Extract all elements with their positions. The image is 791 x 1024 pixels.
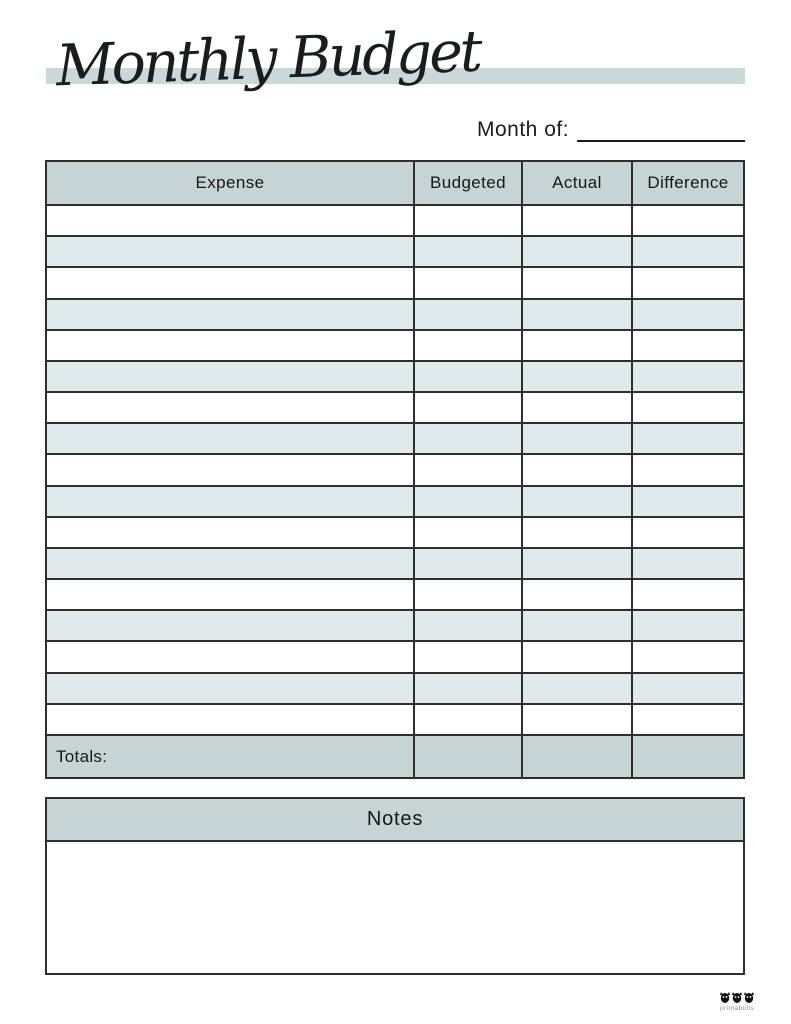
header-difference: Difference (647, 173, 729, 192)
empty-cell[interactable] (633, 455, 743, 484)
empty-cell[interactable] (633, 549, 743, 578)
empty-cell[interactable] (415, 268, 523, 297)
table-row (47, 705, 743, 736)
empty-cell[interactable] (633, 393, 743, 422)
totals-label-cell (47, 736, 415, 777)
empty-cell[interactable] (633, 518, 743, 547)
empty-cell[interactable] (523, 237, 633, 266)
table-row (47, 611, 743, 642)
empty-cell[interactable] (47, 268, 415, 297)
totals-label: Totals: (56, 746, 108, 766)
empty-cell[interactable] (47, 455, 415, 484)
table-row (47, 331, 743, 362)
table-row (47, 487, 743, 518)
page-title: Monthly Budget (54, 18, 481, 100)
empty-cell[interactable] (523, 393, 633, 422)
empty-cell[interactable] (415, 642, 523, 671)
empty-cell[interactable] (415, 206, 523, 235)
notes-header (47, 799, 743, 842)
empty-cell[interactable] (415, 487, 523, 516)
table-row (47, 300, 743, 331)
empty-cell[interactable] (633, 268, 743, 297)
empty-cell[interactable] (523, 206, 633, 235)
empty-cell[interactable] (47, 705, 415, 734)
empty-cell[interactable] (633, 237, 743, 266)
empty-cell[interactable] (47, 549, 415, 578)
empty-cell[interactable] (633, 611, 743, 640)
empty-cell[interactable] (415, 424, 523, 453)
table-body (47, 206, 743, 736)
empty-cell[interactable] (633, 331, 743, 360)
table-row (47, 642, 743, 673)
empty-cell[interactable] (47, 424, 415, 453)
empty-cell[interactable] (523, 487, 633, 516)
empty-cell[interactable] (523, 705, 633, 734)
table-row (47, 237, 743, 268)
empty-cell[interactable] (415, 331, 523, 360)
empty-cell[interactable] (47, 518, 415, 547)
three-bulldog-faces-icon (719, 991, 755, 1004)
empty-cell[interactable] (415, 362, 523, 391)
header-budgeted: Budgeted (415, 162, 523, 204)
table-header-row (47, 162, 743, 206)
header-actual: Actual (523, 162, 633, 204)
totals-difference-cell[interactable] (633, 736, 743, 777)
empty-cell[interactable] (523, 424, 633, 453)
budget-table (45, 160, 745, 779)
empty-cell[interactable] (633, 674, 743, 703)
table-row (47, 674, 743, 705)
empty-cell[interactable] (47, 674, 415, 703)
empty-cell[interactable] (415, 518, 523, 547)
empty-cell[interactable] (47, 237, 415, 266)
notes-writing-area[interactable] (47, 842, 743, 971)
empty-cell[interactable] (523, 518, 633, 547)
empty-cell[interactable] (633, 206, 743, 235)
table-row (47, 455, 743, 486)
empty-cell[interactable] (47, 331, 415, 360)
empty-cell[interactable] (47, 362, 415, 391)
empty-cell[interactable] (633, 362, 743, 391)
empty-cell[interactable] (633, 424, 743, 453)
empty-cell[interactable] (47, 300, 415, 329)
month-of-row (477, 118, 745, 142)
empty-cell[interactable] (523, 268, 633, 297)
empty-cell[interactable] (415, 674, 523, 703)
table-row (47, 362, 743, 393)
table-row (47, 393, 743, 424)
empty-cell[interactable] (523, 580, 633, 609)
notes-section (45, 797, 745, 975)
empty-cell[interactable] (47, 487, 415, 516)
empty-cell[interactable] (633, 705, 743, 734)
empty-cell[interactable] (523, 642, 633, 671)
empty-cell[interactable] (523, 549, 633, 578)
brand-logo (712, 991, 762, 1012)
empty-cell[interactable] (47, 206, 415, 235)
month-of-label: Month of: (477, 118, 570, 141)
empty-cell[interactable] (523, 455, 633, 484)
table-row (47, 268, 743, 299)
empty-cell[interactable] (415, 300, 523, 329)
table-row (47, 424, 743, 455)
empty-cell[interactable] (47, 580, 415, 609)
empty-cell[interactable] (523, 611, 633, 640)
totals-budgeted-cell[interactable] (415, 736, 523, 777)
empty-cell[interactable] (415, 705, 523, 734)
empty-cell[interactable] (523, 300, 633, 329)
empty-cell[interactable] (523, 331, 633, 360)
empty-cell[interactable] (47, 642, 415, 671)
empty-cell[interactable] (633, 487, 743, 516)
empty-cell[interactable] (415, 237, 523, 266)
table-row (47, 549, 743, 580)
table-row (47, 580, 743, 611)
empty-cell[interactable] (523, 362, 633, 391)
empty-cell[interactable] (633, 580, 743, 609)
brand-name: printabulls (719, 1005, 755, 1012)
month-of-blank-line[interactable] (577, 120, 745, 142)
empty-cell[interactable] (415, 393, 523, 422)
totals-row (47, 736, 743, 777)
empty-cell[interactable] (415, 580, 523, 609)
empty-cell[interactable] (415, 455, 523, 484)
totals-actual-cell[interactable] (523, 736, 633, 777)
table-row (47, 206, 743, 237)
empty-cell[interactable] (47, 393, 415, 422)
empty-cell[interactable] (47, 611, 415, 640)
empty-cell[interactable] (415, 611, 523, 640)
empty-cell[interactable] (633, 300, 743, 329)
empty-cell[interactable] (633, 642, 743, 671)
empty-cell[interactable] (523, 674, 633, 703)
notes-title: Notes (366, 808, 424, 830)
empty-cell[interactable] (415, 549, 523, 578)
table-row (47, 518, 743, 549)
header-expense: Expense (47, 162, 415, 204)
